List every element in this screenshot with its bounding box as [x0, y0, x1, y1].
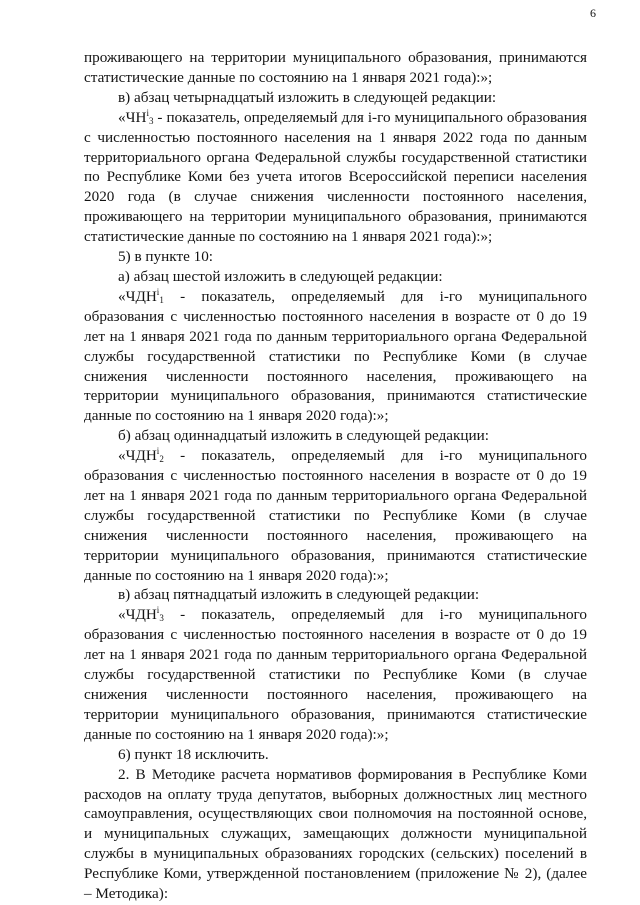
paragraph-3: «$ЧН^i_3$ - показатель, определяемый для i-го муниципального образования с численностью постоянного населения на 1 января 2022 года по данным территориального органа Федеральной службы государственной статистики по Республике Коми без учета итогов Всероссийской переписи населения 2020 года (в случае снижения численности постоянного населения, проживающего на территории муниципального образования, принимаются статистические данные по состоянию на 1 января 2021 года):»;: [84, 107, 587, 246]
document-body: [84, 48, 587, 904]
paragraph-10: «$ЧДН^i_3$ - показатель, определяемый для i-го муниципального образования с численностью постоянного населения в возрасте от 0 до 19 лет на 1 января 2021 года по данным территориального органа Федеральной службы государственной статистики по Республике Коми (в случае снижения численности постоянного населения, проживающего на территории муниципального образования, принимаются статистические данные по состоянию на 1 января 2020 года):»;: [84, 605, 587, 743]
paragraph-4: 5) в пункте 10:: [118, 248, 214, 266]
paragraph-12: 2. В Методике расчета нормативов формирования в Республике Коми расходов на оплату труда депутатов, выборных должностных лиц местного самоуправления, осуществляющих свои полномочия на постоянной основе, и муниципальных служащих, замещающих должности муниципальной службы в муниципальных образованиях городских (сельских) поселений в Республике Коми, утвержденной постановлением (приложение № 2), (далее – Методика):: [84, 765, 587, 903]
paragraph-6: «$ЧДН^i_1$ - показатель, определяемый для i-го муниципального образования с численностью постоянного населения в возрасте от 0 до 19 лет на 1 января 2021 года по данным территориального органа Федеральной службы государственной статистики по Республике Коми (в случае снижения численности постоянного населения, проживающего на территории муниципального образования, принимаются статистические данные по состоянию на 1 января 2020 года):»;: [84, 286, 587, 425]
paragraph-7: б) абзац одиннадцатый изложить в следующей редакции:: [118, 427, 490, 445]
formula-term: «$ЧДН^i_1$: [118, 286, 164, 305]
paragraph-5: а) абзац шестой изложить в следующей редакции:: [118, 267, 443, 285]
formula-term: «$ЧДН^i_3$: [118, 605, 164, 624]
formula-term: «$ЧН^i_3$: [118, 107, 154, 126]
paragraph-2: в) абзац четырнадцатый изложить в следующей редакции:: [118, 88, 497, 106]
paragraph-9: в) абзац пятнадцатый изложить в следующей редакции:: [118, 586, 480, 604]
paragraph-11: 6) пункт 18 исключить.: [118, 745, 269, 763]
formula-term: «$ЧДН^i_2$: [118, 446, 164, 465]
paragraph-1: проживающего на территории муниципального образования, принимаются статистические данные по состоянию на 1 января 2021 года):»;: [84, 49, 587, 86]
page-number: 6: [590, 6, 596, 20]
paragraph-8: «$ЧДН^i_2$ - показатель, определяемый для i-го муниципального образования с численностью постоянного населения в возрасте от 0 до 19 лет на 1 января 2021 года по данным территориального органа Федеральной службы государственной статистики по Республике Коми (в случае снижения численности постоянного населения, проживающего на территории муниципального образования, принимаются статистические данные по состоянию на 1 января 2020 года):»;: [84, 446, 587, 584]
